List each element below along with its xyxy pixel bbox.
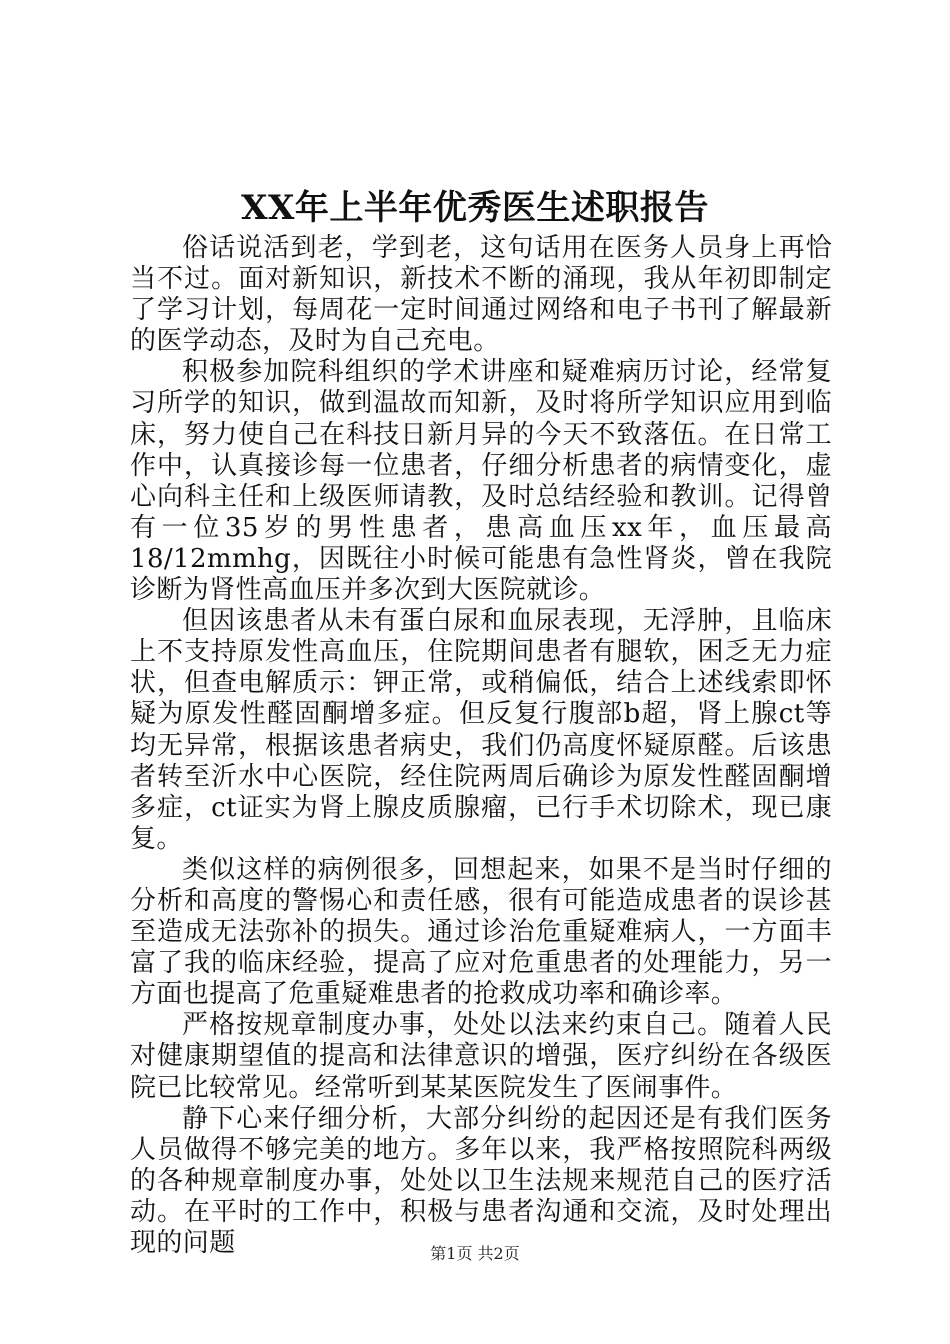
paragraph-6: 静下心来仔细分析，大部分纠纷的起因还是有我们医务人员做得不够完美的地方。多年以来，我严格按照院科两级的各种规章制度办事，处处以卫生法规来规范自己的医疗活动。在平时的工作中，积极与患者沟通和交流，及时处理出现的问题: [130, 1103, 832, 1258]
page-number-footer: 第1页 共2页: [430, 1244, 520, 1263]
paragraph-1: 俗话说活到老，学到老，这句话用在医务人员身上再恰当不过。面对新知识，新技术不断的涌现，我从年初即制定了学习计划，每周花一定时间通过网络和电子书刊了解最新的医学动态，及时为自己充电。: [130, 233, 832, 357]
document-title: XX年上半年优秀医生述职报告: [241, 188, 709, 228]
paragraph-3: 但因该患者从未有蛋白尿和血尿表现，无浮肿，且临床上不支持原发性高血压，住院期间患者有腿软，困乏无力症状，但查电解质示：钾正常，或稍偏低，结合上述线索即怀疑为原发性醛固酮增多症。但反复行腹部b超，肾上腺ct等均无异常，根据该患者病史，我们仍高度怀疑原醛。后该患者转至沂水中心医院，经住院两周后确诊为原发性醛固酮增多症，ct证实为肾上腺皮质腺瘤，已行手术切除术，现已康复。: [130, 606, 832, 854]
paragraph-2: 积极参加院科组织的学术讲座和疑难病历讨论，经常复习所学的知识，做到温故而知新，及时将所学知识应用到临床，努力使自己在科技日新月异的今天不致落伍。在日常工作中，认真接诊每一位患者，仔细分析患者的病情变化，虚心向科主任和上级医师请教，及时总结经验和教训。记得曾有一位35岁的男性患者，患高血压xx年，血压最高18/12mmhg，因既往小时候可能患有急性肾炎，曾在我院诊断为肾性高血压并多次到大医院就诊。: [130, 357, 832, 606]
paragraph-4: 类似这样的病例很多，回想起来，如果不是当时仔细的分析和高度的警惕心和责任感，很有可能造成患者的误诊甚至造成无法弥补的损失。通过诊治危重疑难病人，一方面丰富了我的临床经验，提高了应对危重患者的处理能力，另一方面也提高了危重疑难患者的抢救成功率和确诊率。: [130, 854, 832, 1010]
paragraph-5: 严格按规章制度办事，处处以法来约束自己。随着人民对健康期望值的提高和法律意识的增强，医疗纠纷在各级医院已比较常见。经常听到某某医院发生了医闹事件。: [130, 1010, 832, 1103]
document-body: [130, 233, 832, 1259]
